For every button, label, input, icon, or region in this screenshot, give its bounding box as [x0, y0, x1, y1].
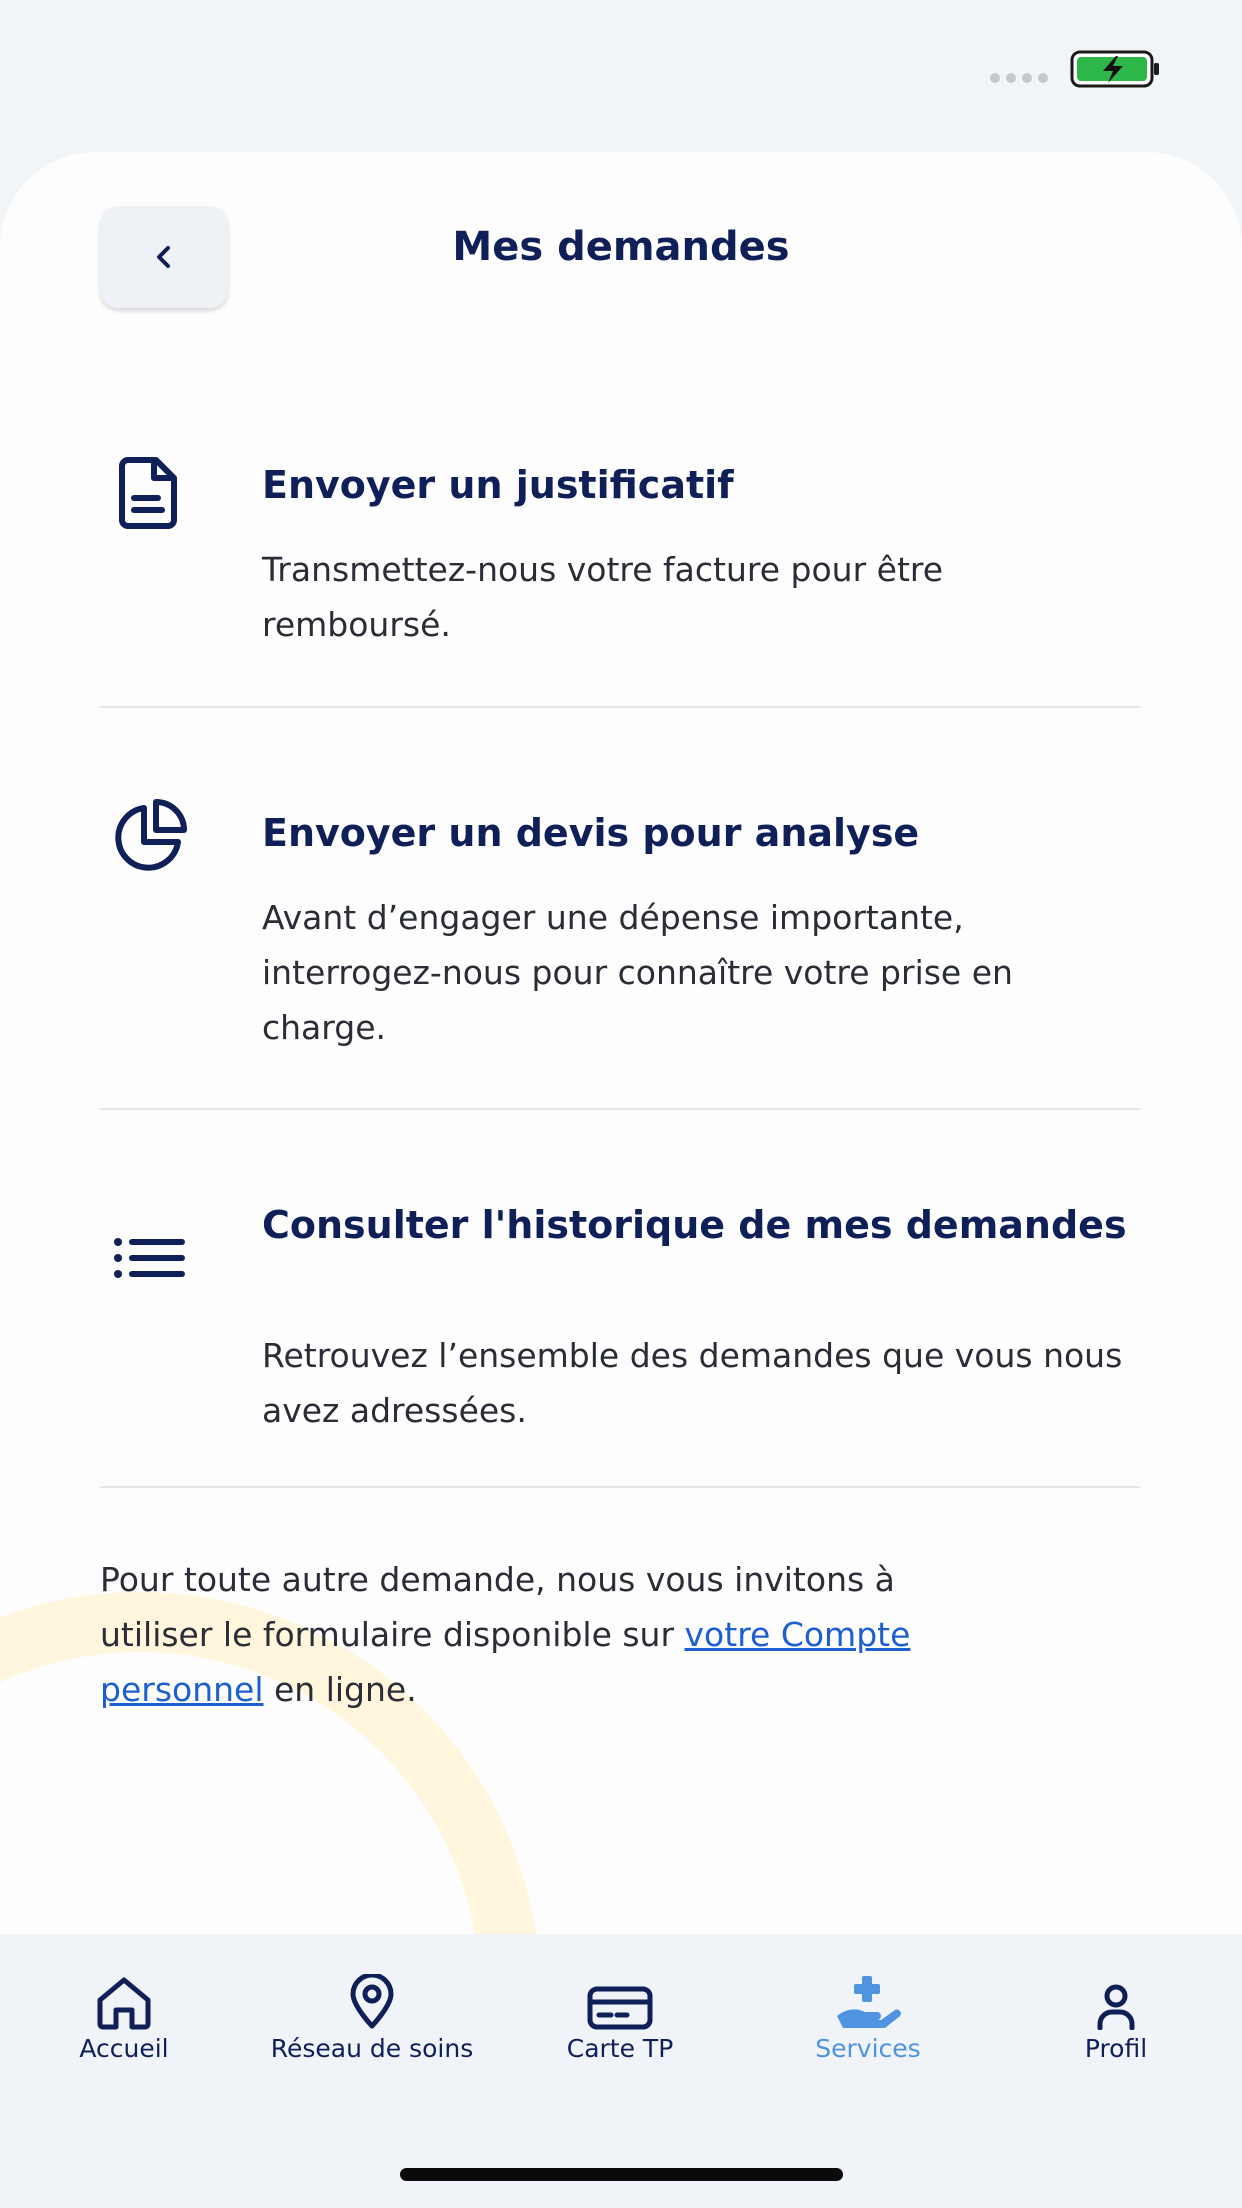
divider — [100, 706, 1140, 708]
pie-chart-icon — [110, 796, 190, 876]
footer-text — [100, 1552, 1000, 1717]
home-icon — [92, 1976, 156, 2030]
tab-accueil[interactable] — [0, 1974, 248, 2074]
profile-icon — [1092, 1982, 1140, 2030]
item-send-receipt[interactable] — [100, 414, 1140, 710]
document-icon — [110, 452, 190, 532]
item-title: Envoyer un devis pour analyse — [262, 811, 920, 855]
tab-services[interactable] — [744, 1974, 992, 2074]
tab-reseau-de-soins[interactable] — [248, 1974, 496, 2074]
card-icon — [587, 1986, 653, 2030]
page-title: Mes demandes — [452, 224, 790, 270]
tab-bar — [0, 1934, 1242, 2208]
personal-account-link[interactable]: votre Compte personnel — [100, 1615, 911, 1709]
tab-carte-tp[interactable] — [496, 1974, 744, 2074]
divider — [100, 1486, 1140, 1488]
item-title: Consulter l'historique de mes demandes — [262, 1203, 1127, 1247]
home-indicator — [400, 2168, 843, 2181]
item-description: Avant d’engager une dépense importante, interrogez-nous pour connaître votre prise en charge. — [262, 898, 1013, 1047]
tab-label: Carte TP — [566, 2034, 674, 2063]
status-bar — [0, 0, 1242, 152]
main-card — [0, 152, 1242, 1934]
footer-text-after: en ligne. — [263, 1670, 417, 1709]
tab-label: Accueil — [79, 2034, 169, 2063]
tab-profil[interactable] — [992, 1974, 1240, 2074]
tab-label: Profil — [1084, 2034, 1148, 2063]
tab-label: Réseau de soins — [270, 2034, 474, 2063]
location-pin-icon — [347, 1974, 397, 2030]
footer-text-before: Pour toute autre demande, nous vous invitons à utiliser le formulaire disponible sur — [100, 1560, 895, 1654]
divider — [100, 1108, 1140, 1110]
battery-charging-icon — [1070, 50, 1162, 92]
item-description: Retrouvez l’ensemble des demandes que vous nous avez adressées. — [262, 1336, 1123, 1430]
item-description: Transmettez-nous votre facture pour être remboursé. — [262, 550, 944, 644]
signal-dots-icon — [990, 73, 1048, 83]
tab-label: Services — [815, 2034, 921, 2063]
hand-plus-icon — [833, 1974, 903, 2030]
list-icon — [110, 1224, 190, 1304]
item-title: Envoyer un justificatif — [262, 463, 734, 507]
